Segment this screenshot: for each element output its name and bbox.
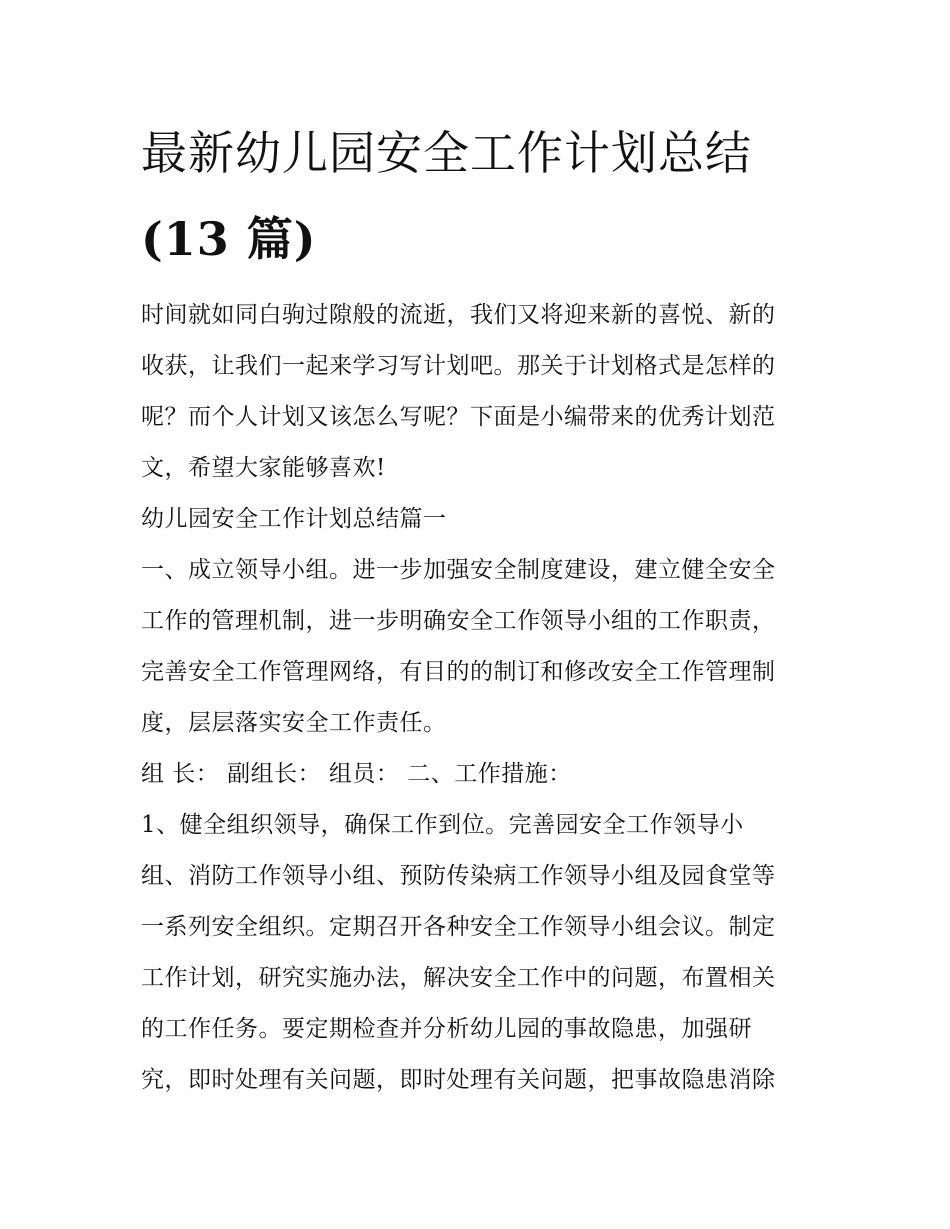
body-line-11: 1、健全组织领导，确保工作到位。完善园安全工作领导小 <box>141 812 744 838</box>
body-line-1: 时间就如同白驹过隙般的流逝，我们又将迎来新的喜悦、新的 <box>141 302 776 328</box>
document-title-count: (13 篇) <box>141 212 317 266</box>
document-page <box>141 110 821 1106</box>
body-line-9: 度，层层落实安全工作责任。 <box>141 710 447 736</box>
body-line-15: 的工作任务。要定期检查并分析幼儿园的事故隐患，加强研 <box>141 1016 752 1042</box>
document-title <box>141 110 821 282</box>
roles-line: 组 长： 副组长： 组员： 二、工作措施： <box>141 761 572 787</box>
body-line-13: 一系列安全组织。定期召开各种安全工作领导小组会议。制定 <box>141 914 776 940</box>
body-line-16: 究，即时处理有关问题，即时处理有关问题，把事故隐患消除 <box>141 1067 776 1093</box>
document-title-main: 最新幼儿园安全工作计划总结 <box>141 126 752 180</box>
body-line-2: 收获，让我们一起来学习写计划吧。那关于计划格式是怎样的 <box>141 353 776 379</box>
body-line-6: 一、成立领导小组。进一步加强安全制度建设，建立健全安全 <box>141 557 776 583</box>
body-line-12: 组、消防工作领导小组、预防传染病工作领导小组及园食堂等 <box>141 863 776 889</box>
body-line-14: 工作计划，研究实施办法，解决安全工作中的问题，布置相关 <box>141 965 776 991</box>
body-line-4: 文，希望大家能够喜欢! <box>141 455 386 481</box>
section-heading: 幼儿园安全工作计划总结篇一 <box>141 506 447 532</box>
body-line-8: 完善安全工作管理网络，有目的的制订和修改安全工作管理制 <box>141 659 776 685</box>
document-body <box>141 290 821 1106</box>
body-line-3: 呢？而个人计划又该怎么写呢？下面是小编带来的优秀计划范 <box>141 404 776 430</box>
body-line-7: 工作的管理机制，进一步明确安全工作领导小组的工作职责， <box>141 608 776 634</box>
